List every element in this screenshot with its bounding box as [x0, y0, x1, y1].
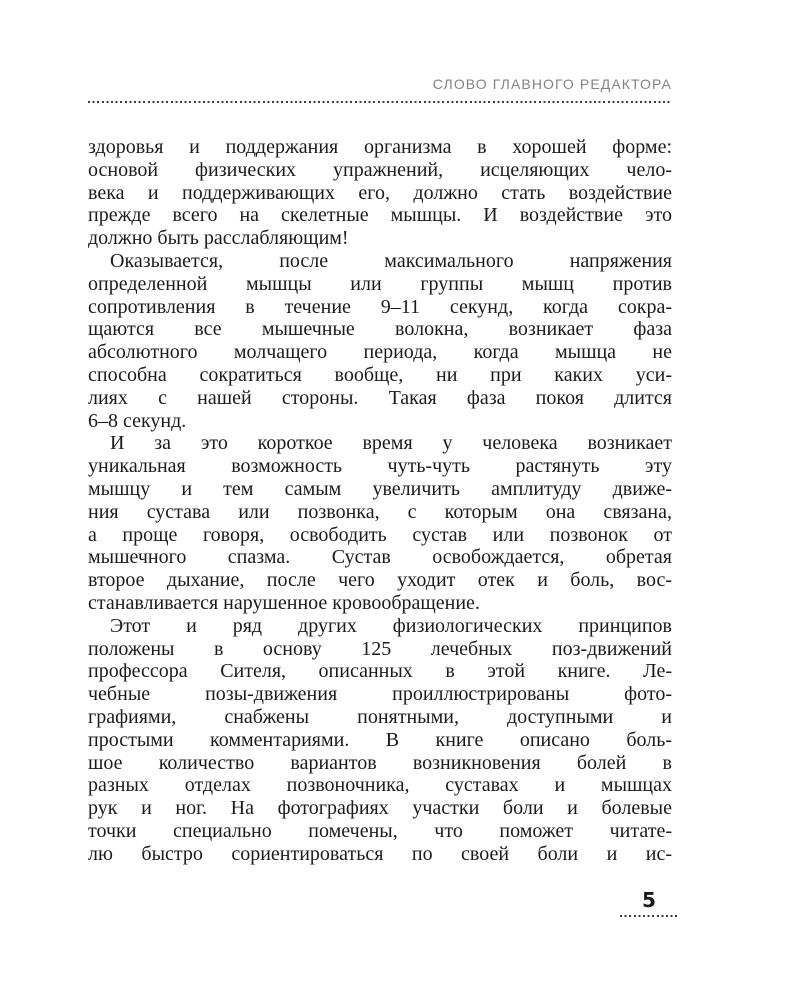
text-line: шое количество вариантов возникновения болей в — [88, 751, 672, 774]
text-line: графиями, снабжены понятными, доступными и — [88, 705, 672, 728]
text-line: Этот и ряд других физиологических принципов — [110, 614, 672, 637]
text-line: простыми комментариями. В книге описано боль- — [88, 728, 672, 751]
text-line: рук и ног. На фотографиях участки боли и болевые — [88, 797, 672, 820]
paragraph — [88, 136, 672, 250]
running-head-title: СЛОВО ГЛАВНОГО РЕДАКТОРА — [432, 76, 672, 92]
text-line: способна сократиться вообще, ни при каких уси- — [88, 363, 672, 386]
page-number: 5 — [642, 888, 656, 912]
text-line: должно быть расслабляющим! — [88, 227, 349, 250]
text-line: 6–8 секунд. — [88, 409, 187, 432]
paragraph — [88, 615, 672, 866]
text-line: лю быстро сориентироваться по своей боли и ис- — [88, 842, 672, 865]
footer-divider — [620, 915, 678, 917]
text-line: здоровья и поддержания организма в хорошей форме: — [88, 136, 672, 158]
text-line: И за это короткое время у человека возникает — [110, 432, 672, 455]
paragraph — [88, 432, 672, 614]
running-head — [88, 76, 672, 103]
text-line: профессора Сителя, описанных в этой книге. Ле- — [88, 660, 672, 683]
text-line: уникальная возможность чуть-чуть растянуть эту — [88, 455, 672, 478]
text-line: прежде всего на скелетные мышцы. И воздействие это — [88, 204, 672, 227]
text-line: абсолютного молчащего периода, когда мышца не — [88, 341, 672, 364]
text-line: щаются все мышечные волокна, возникает фаза — [88, 318, 672, 341]
text-line: положены в основу 125 лечебных поз-движений — [88, 637, 672, 660]
text-line: века и поддерживающих его, должно стать воздействие — [88, 181, 672, 204]
text-line: Оказывается, после максимального напряжения — [110, 249, 672, 272]
page-footer — [620, 888, 678, 917]
text-line: ния сустава или позвонка, с которым она связана, — [88, 500, 672, 523]
text-line: точки специально помечены, что поможет читате- — [88, 819, 672, 842]
text-line: станавливается нарушенное кровообращение. — [88, 591, 480, 614]
page-body — [88, 136, 672, 866]
text-line: второе дыхание, после чего уходит отек и боль, вос- — [88, 569, 672, 592]
text-line: разных отделах позвоночника, суставах и мышцах — [88, 774, 672, 797]
text-line: лиях с нашей стороны. Такая фаза покоя длится — [88, 386, 672, 409]
text-line: а проще говоря, освободить сустав или позвонок от — [88, 523, 672, 546]
text-line: сопротивления в течение 9–11 секунд, когда сокра- — [88, 295, 672, 318]
text-line: основой физических упражнений, исцеляющих чело- — [88, 158, 672, 181]
text-line: чебные позы-движения проиллюстрированы фото- — [88, 683, 672, 706]
paragraph — [88, 250, 672, 432]
header-divider — [88, 101, 672, 103]
text-line: мышечного спазма. Сустав освобождается, обретая — [88, 546, 672, 569]
text-line: определенной мышцы или группы мышц против — [88, 272, 672, 295]
text-line: мышцу и тем самым увеличить амплитуду движе- — [88, 477, 672, 500]
